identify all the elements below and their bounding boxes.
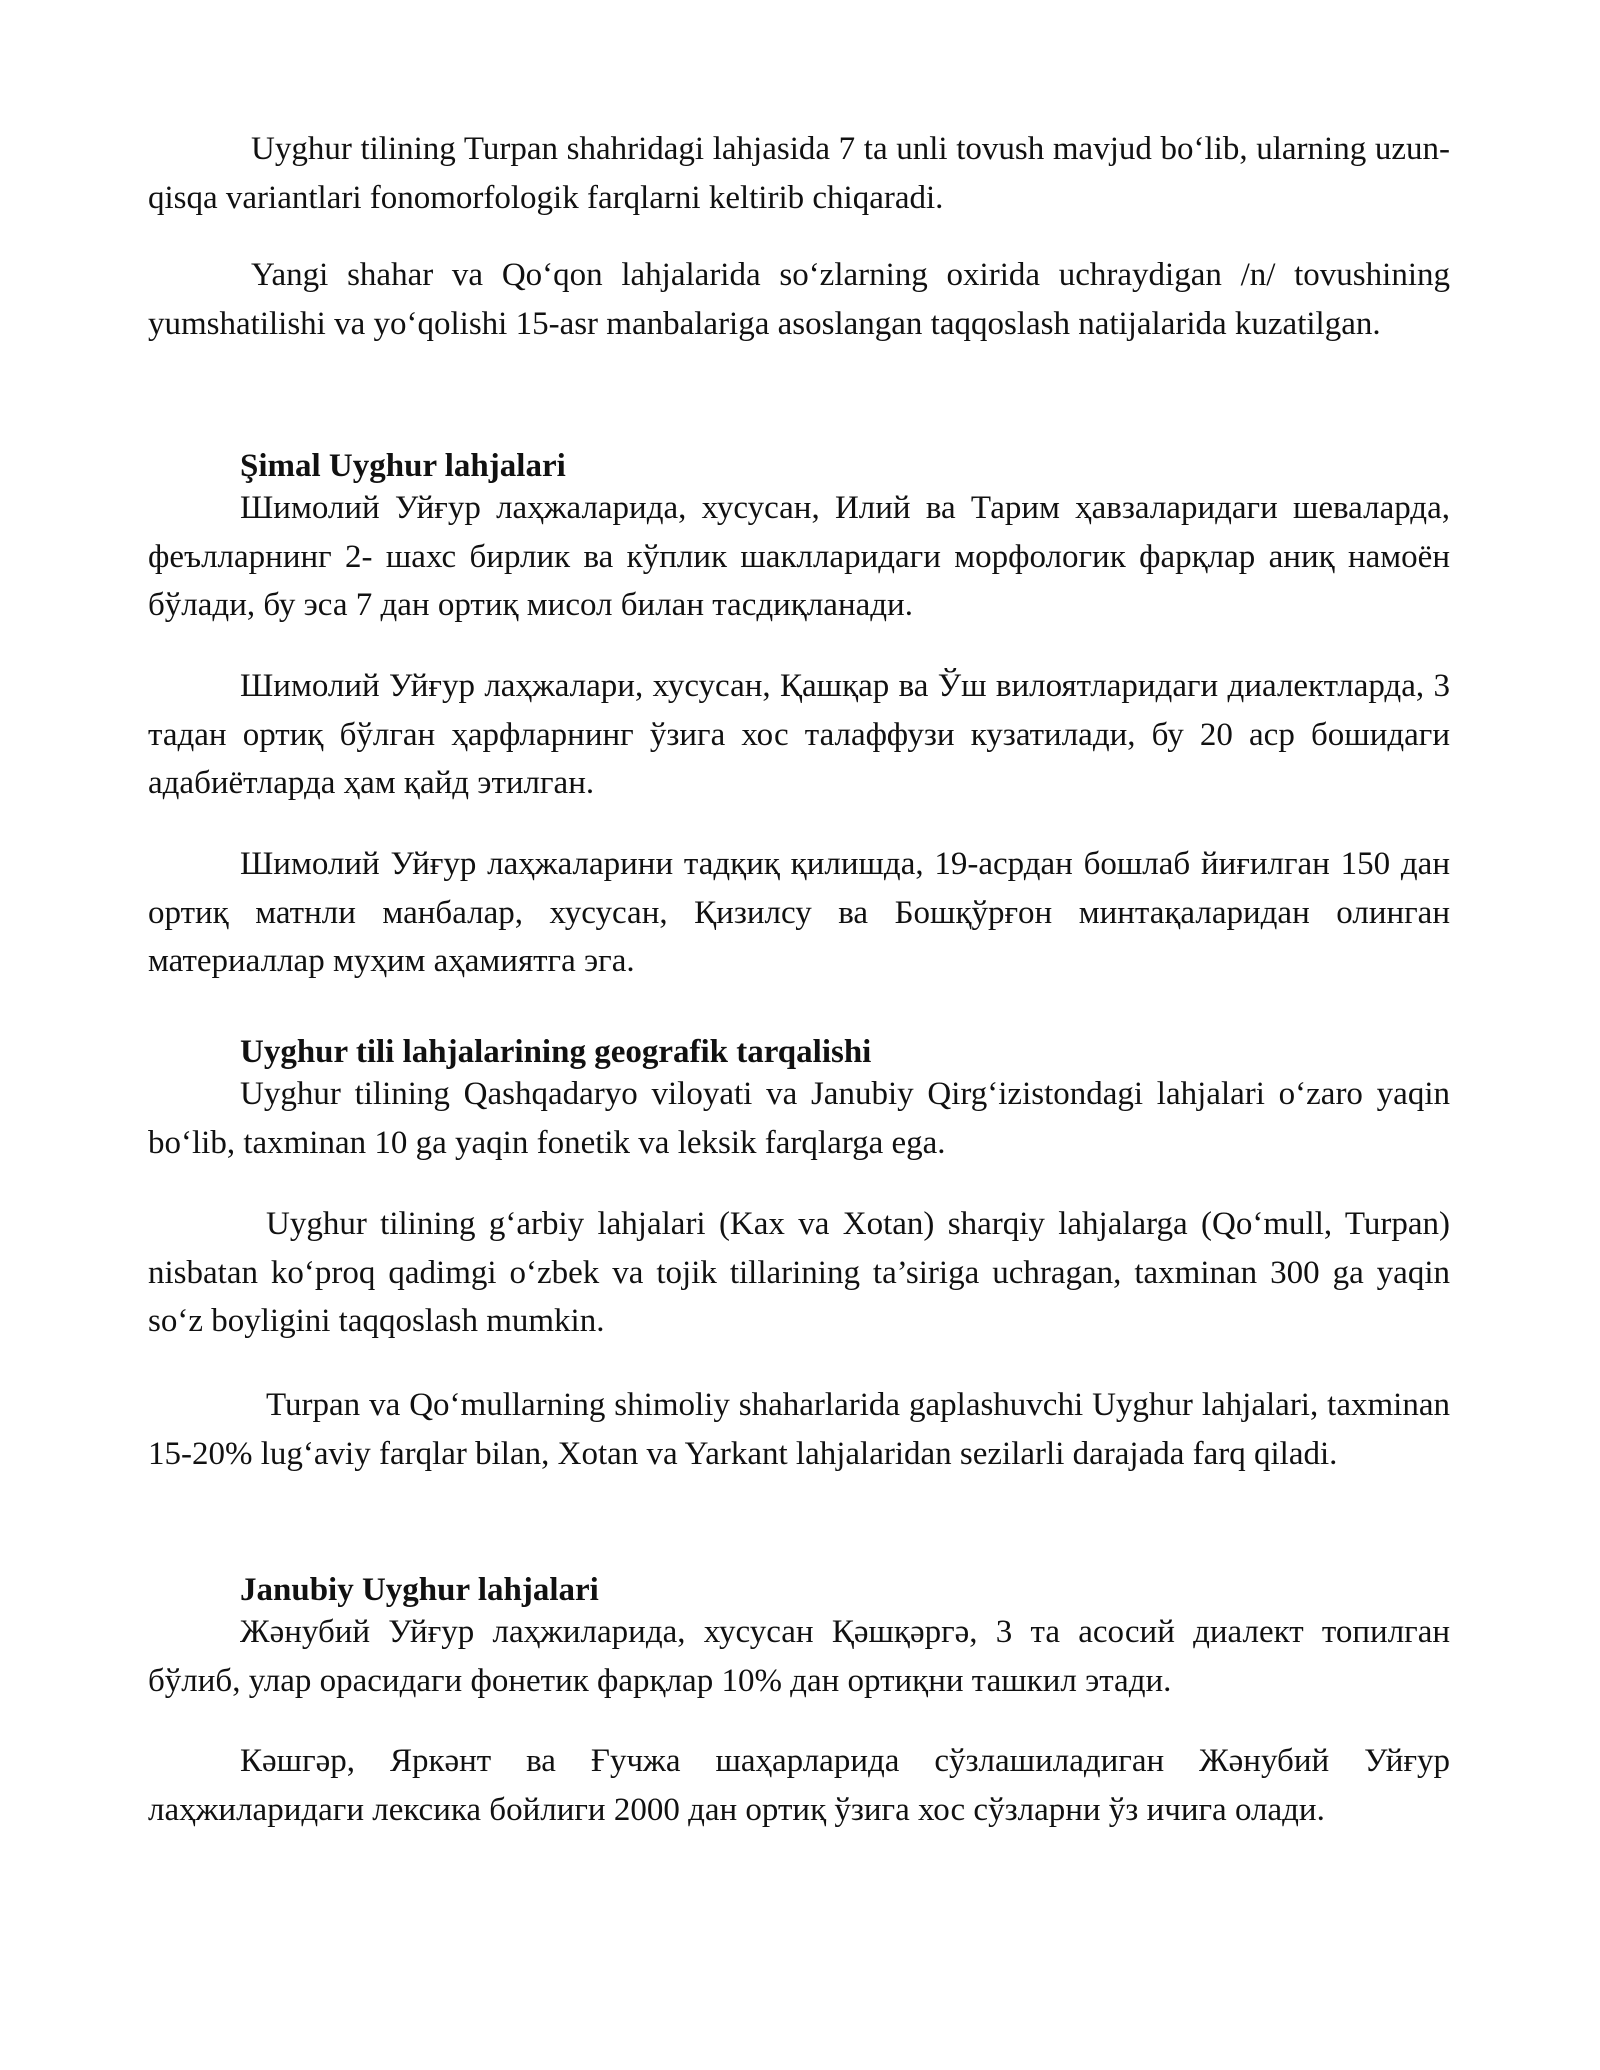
paragraph-western-dialects: Uyghur tilining g‘arbiy lahjalari (Kax va Xotan) sharqiy lahjalarga (Qo‘mull, Turpan) nisbatan ko‘proq qadimgi o‘zbek va tojik tillarining ta’siriga uchragan, taxminan 300 ga yaqin so‘z boyligini taqqoslash mumkin. <box>148 1206 1450 1339</box>
paragraph-southern-dialects: Жәнубий Уйғур лаҳжиларида, хусусан Қәшқәргә, 3 та асосий диалект топилган бўлиб, улар орасидаги фонетик фарқлар 10% дан ортиқни ташкил этади. <box>148 1614 1450 1699</box>
paragraph-yangi-shahar: Yangi shahar va Qo‘qon lahjalarida so‘zlarning oxirida uchraydigan /n/ tovushining yumshatilishi va yo‘qolishi 15-asr manbalariga asoslangan taqqoslash natijalarida kuzatilgan. <box>148 257 1450 342</box>
heading-janubiy-uyghur: Janubiy Uyghur lahjalari <box>240 1572 599 1608</box>
paragraph-southern-lexicon: Кәшгәр, Яркәнт ва Ғучжа шаҳарларида сўзлашиладиган Жәнубий Уйғур лаҳжиларидаги лексика бойлиги 2000 дан ортиқ ўзига хос сўзларни ўз ичига олади. <box>148 1743 1450 1828</box>
heading-simal-uyghur: Şimal Uyghur lahjalari <box>240 448 566 484</box>
paragraph-northern-sources: Шимолий Уйғур лаҳжаларини тадқиқ қилишда, 19-асрдан бошлаб йиғилган 150 дан ортиқ матнли манбалар, хусусан, Қизилсу ва Бошқўрғон минтақаларидан олинган материаллар муҳим аҳамиятга эга. <box>148 846 1450 979</box>
paragraph-turpan-qomul: Turpan va Qo‘mullarning shimoliy shaharlarida gaplashuvchi Uyghur lahjalari, taxminan 15-20% lug‘aviy farqlar bilan, Xotan va Yarkant lahjalaridan sezilarli darajada farq qiladi. <box>148 1387 1450 1472</box>
paragraph-qashqadaryo: Uyghur tilining Qashqadaryo viloyati va Janubiy Qirg‘izistondagi lahjalari o‘zaro yaqin bo‘lib, taxminan 10 ga yaqin fonetik va leksik farqlarga ega. <box>148 1076 1450 1161</box>
heading-geografik-tarqalishi: Uyghur tili lahjalarining geografik tarqalishi <box>240 1034 872 1070</box>
paragraph-northern-verbs: Шимолий Уйғур лаҳжаларида, хусусан, Илий ва Тарим ҳавзаларидаги шеваларда, феълларнинг 2- шахс бирлик ва кўплик шаклларидаги морфологик фарқлар аниқ намоён бўлади, бу эса 7 дан ортиқ мисол билан тасдиқланади. <box>148 490 1450 623</box>
paragraph-northern-pronunciation: Шимолий Уйғур лаҳжалари, хусусан, Қашқар ва Ўш вилоятларидаги диалектларда, 3 тадан ортиқ бўлган ҳарфларнинг ўзига хос талаффузи кузатилади, бу 20 аср бошидаги адабиётларда ҳам қайд этилган. <box>148 668 1450 801</box>
paragraph-turpan-vowels: Uyghur tilining Turpan shahridagi lahjasida 7 ta unli tovush mavjud bo‘lib, ularning uzun-qisqa variantlari fonomorfologik farqlarni keltirib chiqaradi. <box>148 131 1450 216</box>
